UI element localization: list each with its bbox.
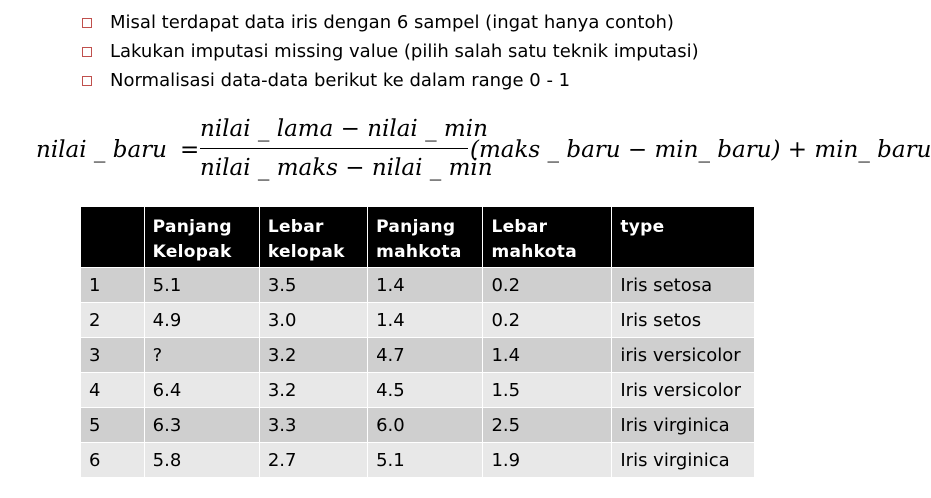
header-cell bbox=[144, 207, 259, 268]
table-header-row bbox=[81, 207, 755, 268]
fraction-bar bbox=[200, 148, 468, 149]
table-cell: 3.3 bbox=[259, 408, 367, 443]
table-row bbox=[81, 408, 755, 443]
header-line: kelopak bbox=[267, 242, 345, 262]
formula-numerator: nilai _ lama − nilai _ min bbox=[200, 116, 488, 142]
table-cell: 3.2 bbox=[259, 338, 367, 373]
header-line: Panjang bbox=[376, 217, 456, 237]
table-cell: 5.8 bbox=[144, 443, 259, 478]
header-cell bbox=[368, 207, 483, 268]
bullet-list bbox=[82, 8, 699, 95]
table-cell: Iris versicolor bbox=[612, 373, 755, 408]
table-cell: Iris virginica bbox=[612, 443, 755, 478]
iris-data-table bbox=[80, 206, 755, 478]
table-cell: 3.5 bbox=[259, 268, 367, 303]
table-cell: 4 bbox=[81, 373, 145, 408]
formula-equals: = bbox=[180, 137, 200, 163]
table-cell: iris versicolor bbox=[612, 338, 755, 373]
square-bullet-icon bbox=[82, 18, 92, 28]
header-line: Kelopak bbox=[152, 242, 232, 262]
table-row bbox=[81, 268, 755, 303]
table-cell: 0.2 bbox=[483, 268, 612, 303]
header-line: mahkota bbox=[491, 242, 577, 262]
table-cell: 4.9 bbox=[144, 303, 259, 338]
table-cell: 2 bbox=[81, 303, 145, 338]
table-cell: 4.7 bbox=[368, 338, 483, 373]
table-cell: 1.4 bbox=[483, 338, 612, 373]
formula-fraction bbox=[200, 112, 493, 185]
table-cell: 6.0 bbox=[368, 408, 483, 443]
table-cell: 3.0 bbox=[259, 303, 367, 338]
header-cell-index bbox=[81, 207, 145, 268]
header-line: Lebar bbox=[491, 217, 548, 237]
table-cell: 3.2 bbox=[259, 373, 367, 408]
table-cell: 5.1 bbox=[144, 268, 259, 303]
table-row bbox=[81, 303, 755, 338]
bullet-item bbox=[82, 8, 699, 37]
normalization-formula bbox=[20, 112, 931, 188]
table-cell: 4.5 bbox=[368, 373, 483, 408]
formula-denominator: nilai _ maks − nilai _ min bbox=[200, 155, 493, 181]
bullet-item bbox=[82, 66, 699, 95]
table-row bbox=[81, 338, 755, 373]
table-cell: Iris virginica bbox=[612, 408, 755, 443]
square-bullet-icon bbox=[82, 47, 92, 57]
formula-lhs: nilai _ baru bbox=[36, 137, 167, 163]
table-row bbox=[81, 373, 755, 408]
bullet-text: Normalisasi data-data berikut ke dalam range 0 - 1 bbox=[110, 70, 571, 91]
bullet-item bbox=[82, 37, 699, 66]
table-cell: 0.2 bbox=[483, 303, 612, 338]
header-cell bbox=[612, 207, 755, 268]
table-cell: 6.4 bbox=[144, 373, 259, 408]
bullet-text: Lakukan imputasi missing value (pilih salah satu teknik imputasi) bbox=[110, 41, 699, 62]
table-cell: Iris setosa bbox=[612, 268, 755, 303]
header-line: type bbox=[620, 217, 665, 237]
table-cell: 5 bbox=[81, 408, 145, 443]
header-line: mahkota bbox=[376, 242, 462, 262]
table-cell: 6.3 bbox=[144, 408, 259, 443]
table-row bbox=[81, 443, 755, 478]
table-cell: 2.7 bbox=[259, 443, 367, 478]
header-line: Panjang bbox=[152, 217, 232, 237]
table-cell: Iris setos bbox=[612, 303, 755, 338]
table-cell: 1.4 bbox=[368, 268, 483, 303]
table-cell: 1.9 bbox=[483, 443, 612, 478]
bullet-text: Misal terdapat data iris dengan 6 sampel (ingat hanya contoh) bbox=[110, 12, 674, 33]
table-cell: 6 bbox=[81, 443, 145, 478]
table-cell: 1.5 bbox=[483, 373, 612, 408]
table-cell: 5.1 bbox=[368, 443, 483, 478]
square-bullet-icon bbox=[82, 76, 92, 86]
table-cell: 1 bbox=[81, 268, 145, 303]
header-cell bbox=[483, 207, 612, 268]
table-cell: 3 bbox=[81, 338, 145, 373]
formula-rhs: (maks _ baru − min_ baru) + min_ baru bbox=[470, 137, 931, 163]
header-line: Lebar bbox=[267, 217, 324, 237]
table-cell: ? bbox=[144, 338, 259, 373]
header-cell bbox=[259, 207, 367, 268]
table-cell: 1.4 bbox=[368, 303, 483, 338]
table-cell: 2.5 bbox=[483, 408, 612, 443]
